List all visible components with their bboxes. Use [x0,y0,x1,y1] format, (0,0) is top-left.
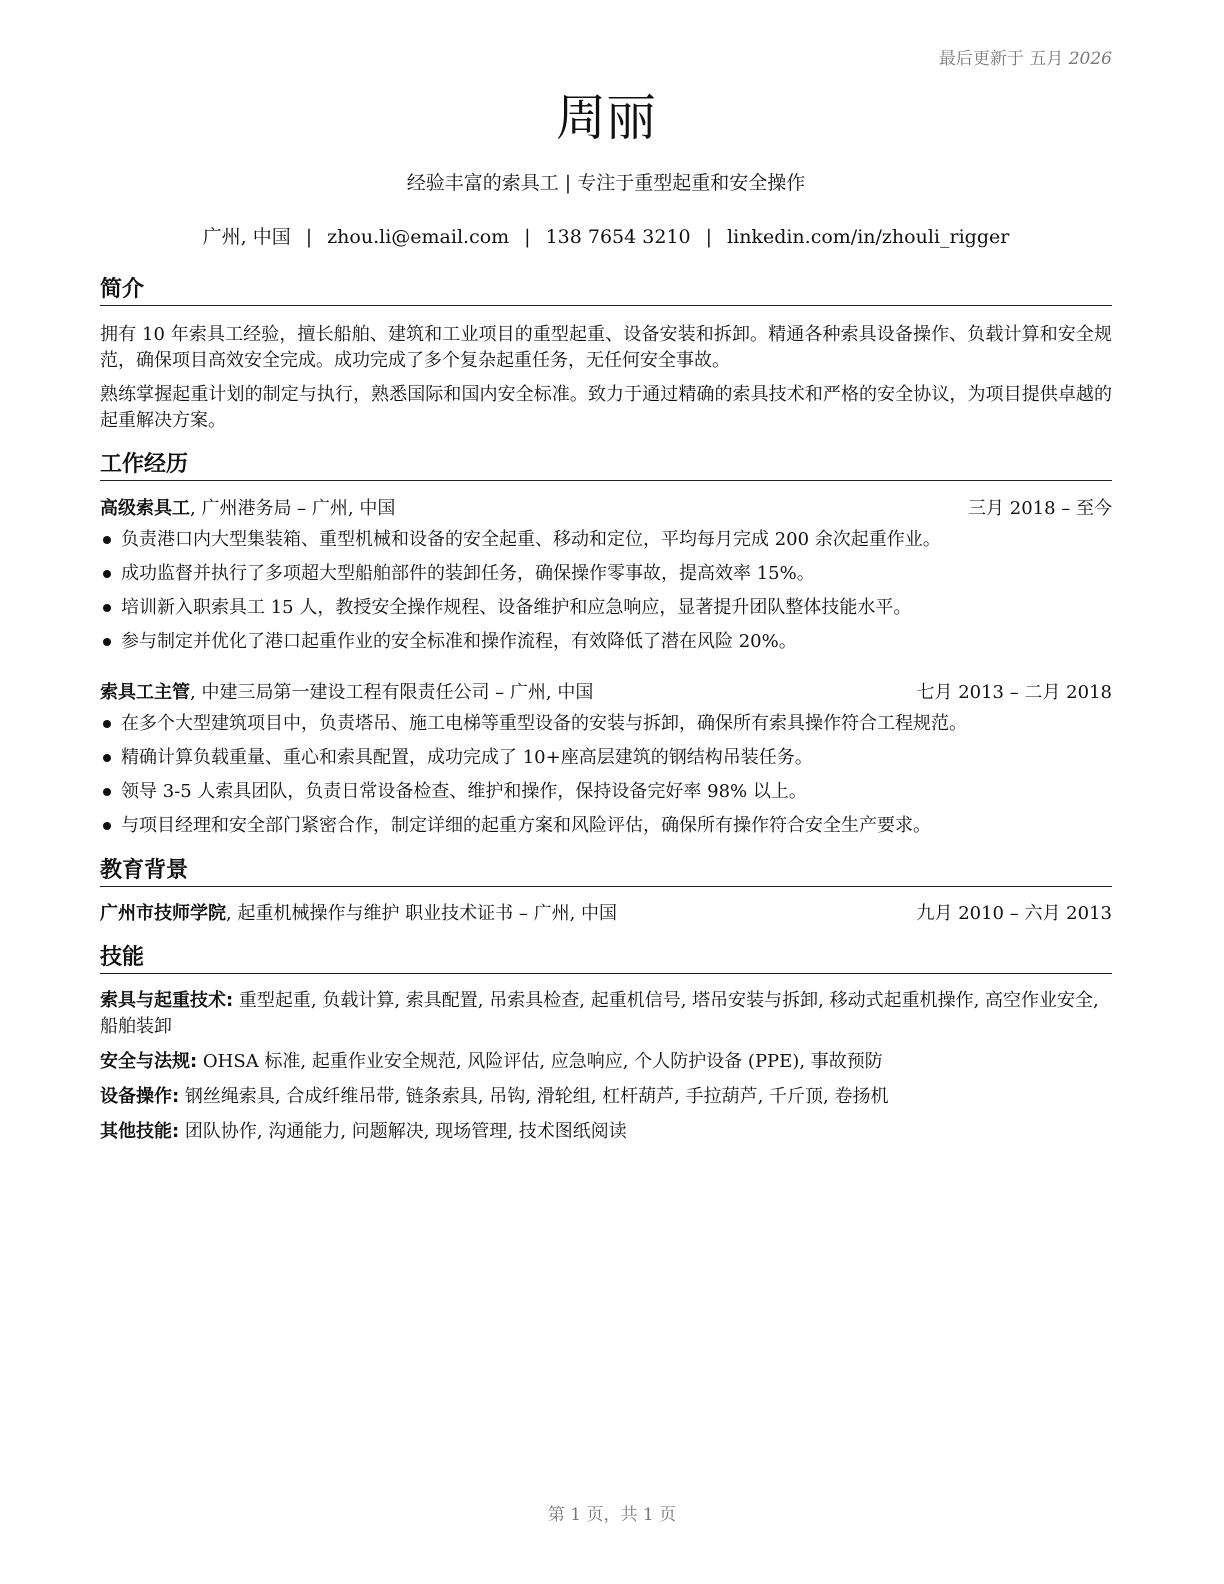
job-role: 高级索具工 [100,498,190,519]
list-item [100,779,1112,813]
job-bullet-list [100,527,1112,663]
contact-separator: | [705,226,713,248]
list-item [100,711,1112,745]
job-bullet-text: 培训新入职索具工 15 人，教授安全操作规程、设备维护和应急响应，显著提升团队整体技能水平。 [121,597,912,618]
list-item [100,527,1112,561]
bullet-icon [103,754,111,762]
contact-email[interactable]: zhou.li@email.com [327,226,510,248]
last-updated-year: 2026 [1068,49,1112,69]
page-number: 第 1 页，共 1 页 [547,1505,677,1525]
job-bullet-text: 与项目经理和安全部门紧密合作，制定详细的起重方案和风险评估，确保所有操作符合安全生产要求。 [121,815,931,836]
contact-location: 广州, 中国 [202,226,291,248]
job-bullet-text: 精确计算负载重量、重心和索具配置，成功完成了 10+座高层建筑的钢结构吊装任务。 [121,747,813,768]
job-bullet-text: 领导 3-5 人索具团队，负责日常设备检查、维护和操作，保持设备完好率 98% 以上。 [121,781,807,802]
bullet-icon [103,788,111,796]
skill-group [100,1049,1112,1075]
education-detail: , 起重机械操作与维护 职业技术证书 – 广州, 中国 [226,903,618,924]
job-dates: 七月 2013 – 二月 2018 [916,682,1112,703]
bullet-icon [103,536,111,544]
job-header [100,496,1112,522]
skill-group-items: 钢丝绳索具, 合成纤维吊带, 链条索具, 吊钩, 滑轮组, 杠杆葫芦, 手拉葫芦, 千斤顶, 卷扬机 [179,1086,889,1107]
bullet-icon [103,720,111,728]
contact-line [100,224,1112,250]
list-item [100,813,1112,847]
skill-group [100,988,1112,1040]
last-updated [939,44,1112,69]
skill-group-label: 安全与法规: [100,1051,198,1072]
contact-linkedin[interactable]: linkedin.com/in/zhouli_rigger [727,226,1010,248]
skill-group-items: OHSA 标准, 起重作业安全规范, 风险评估, 应急响应, 个人防护设备 (PPE), 事故预防 [197,1051,883,1072]
skill-group-items: 重型起重, 负载计算, 索具配置, 吊索具检查, 起重机信号, 塔吊安装与拆卸, 移动式起重机操作, 高空作业安全, 船舶装卸 [100,990,1099,1037]
job-org: , 广州港务局 – 广州, 中国 [190,498,396,519]
skill-group [100,1084,1112,1110]
bullet-icon [103,638,111,646]
job-bullet-text: 负责港口内大型集装箱、重型机械和设备的安全起重、移动和定位，平均每月完成 200 余次起重作业。 [121,529,941,550]
education-dates: 九月 2010 – 六月 2013 [916,903,1112,924]
summary-paragraph: 熟练掌握起重计划的制定与执行，熟悉国际和国内安全标准。致力于通过精确的索具技术和严格的安全协议，为项目提供卓越的起重解决方案。 [100,384,1112,431]
job-org: , 中建三局第一建设工程有限责任公司 – 广州, 中国 [190,682,594,703]
bullet-icon [103,604,111,612]
education-school: 广州市技师学院 [100,903,226,924]
bullet-icon [103,822,111,830]
job-bullet-text: 参与制定并优化了港口起重作业的安全标准和操作流程，有效降低了潜在风险 20%。 [121,631,797,652]
section-title-summary: 简介 [100,276,1112,306]
section-title-education: 教育背景 [100,857,1112,887]
skill-group-label: 其他技能: [100,1121,180,1142]
summary-paragraph: 拥有 10 年索具工经验，擅长船舶、建筑和工业项目的重型起重、设备安装和拆卸。精通各种索具设备操作、负载计算和安全规范，确保项目高效安全完成。成功完成了多个复杂起重任务，无任何安全事故。 [100,324,1112,371]
bullet-icon [103,570,111,578]
skill-group-label: 索具与起重技术: [100,990,234,1011]
section-title-experience: 工作经历 [100,451,1112,481]
education-entry [100,901,1112,927]
job-dates: 三月 2018 – 至今 [968,498,1112,519]
resume-name: 周丽 [556,89,656,147]
job-role: 索具工主管 [100,682,190,703]
skill-group-label: 设备操作: [100,1086,180,1107]
skill-group-items: 团队协作, 沟通能力, 问题解决, 现场管理, 技术图纸阅读 [179,1121,627,1142]
contact-separator: | [524,226,531,248]
contact-separator: | [305,226,313,248]
skill-group [100,1119,1112,1145]
list-item [100,629,1112,663]
contact-phone: 138 7654 3210 [545,226,691,248]
list-item [100,745,1112,779]
job-bullet-text: 成功监督并执行了多项超大型船舶部件的装卸任务，确保操作零事故，提高效率 15%。 [121,563,815,584]
job-bullet-text: 在多个大型建筑项目中，负责塔吊、施工电梯等重型设备的安装与拆卸，确保所有索具操作符合工程规范。 [121,713,967,734]
last-updated-prefix: 最后更新于 五月 [938,49,1064,69]
job-header [100,680,1112,706]
list-item [100,561,1112,595]
job-bullet-list [100,711,1112,847]
section-title-skills: 技能 [100,944,1112,974]
resume-headline: 经验丰富的索具工 | 专注于重型起重和安全操作 [406,172,806,194]
list-item [100,595,1112,629]
